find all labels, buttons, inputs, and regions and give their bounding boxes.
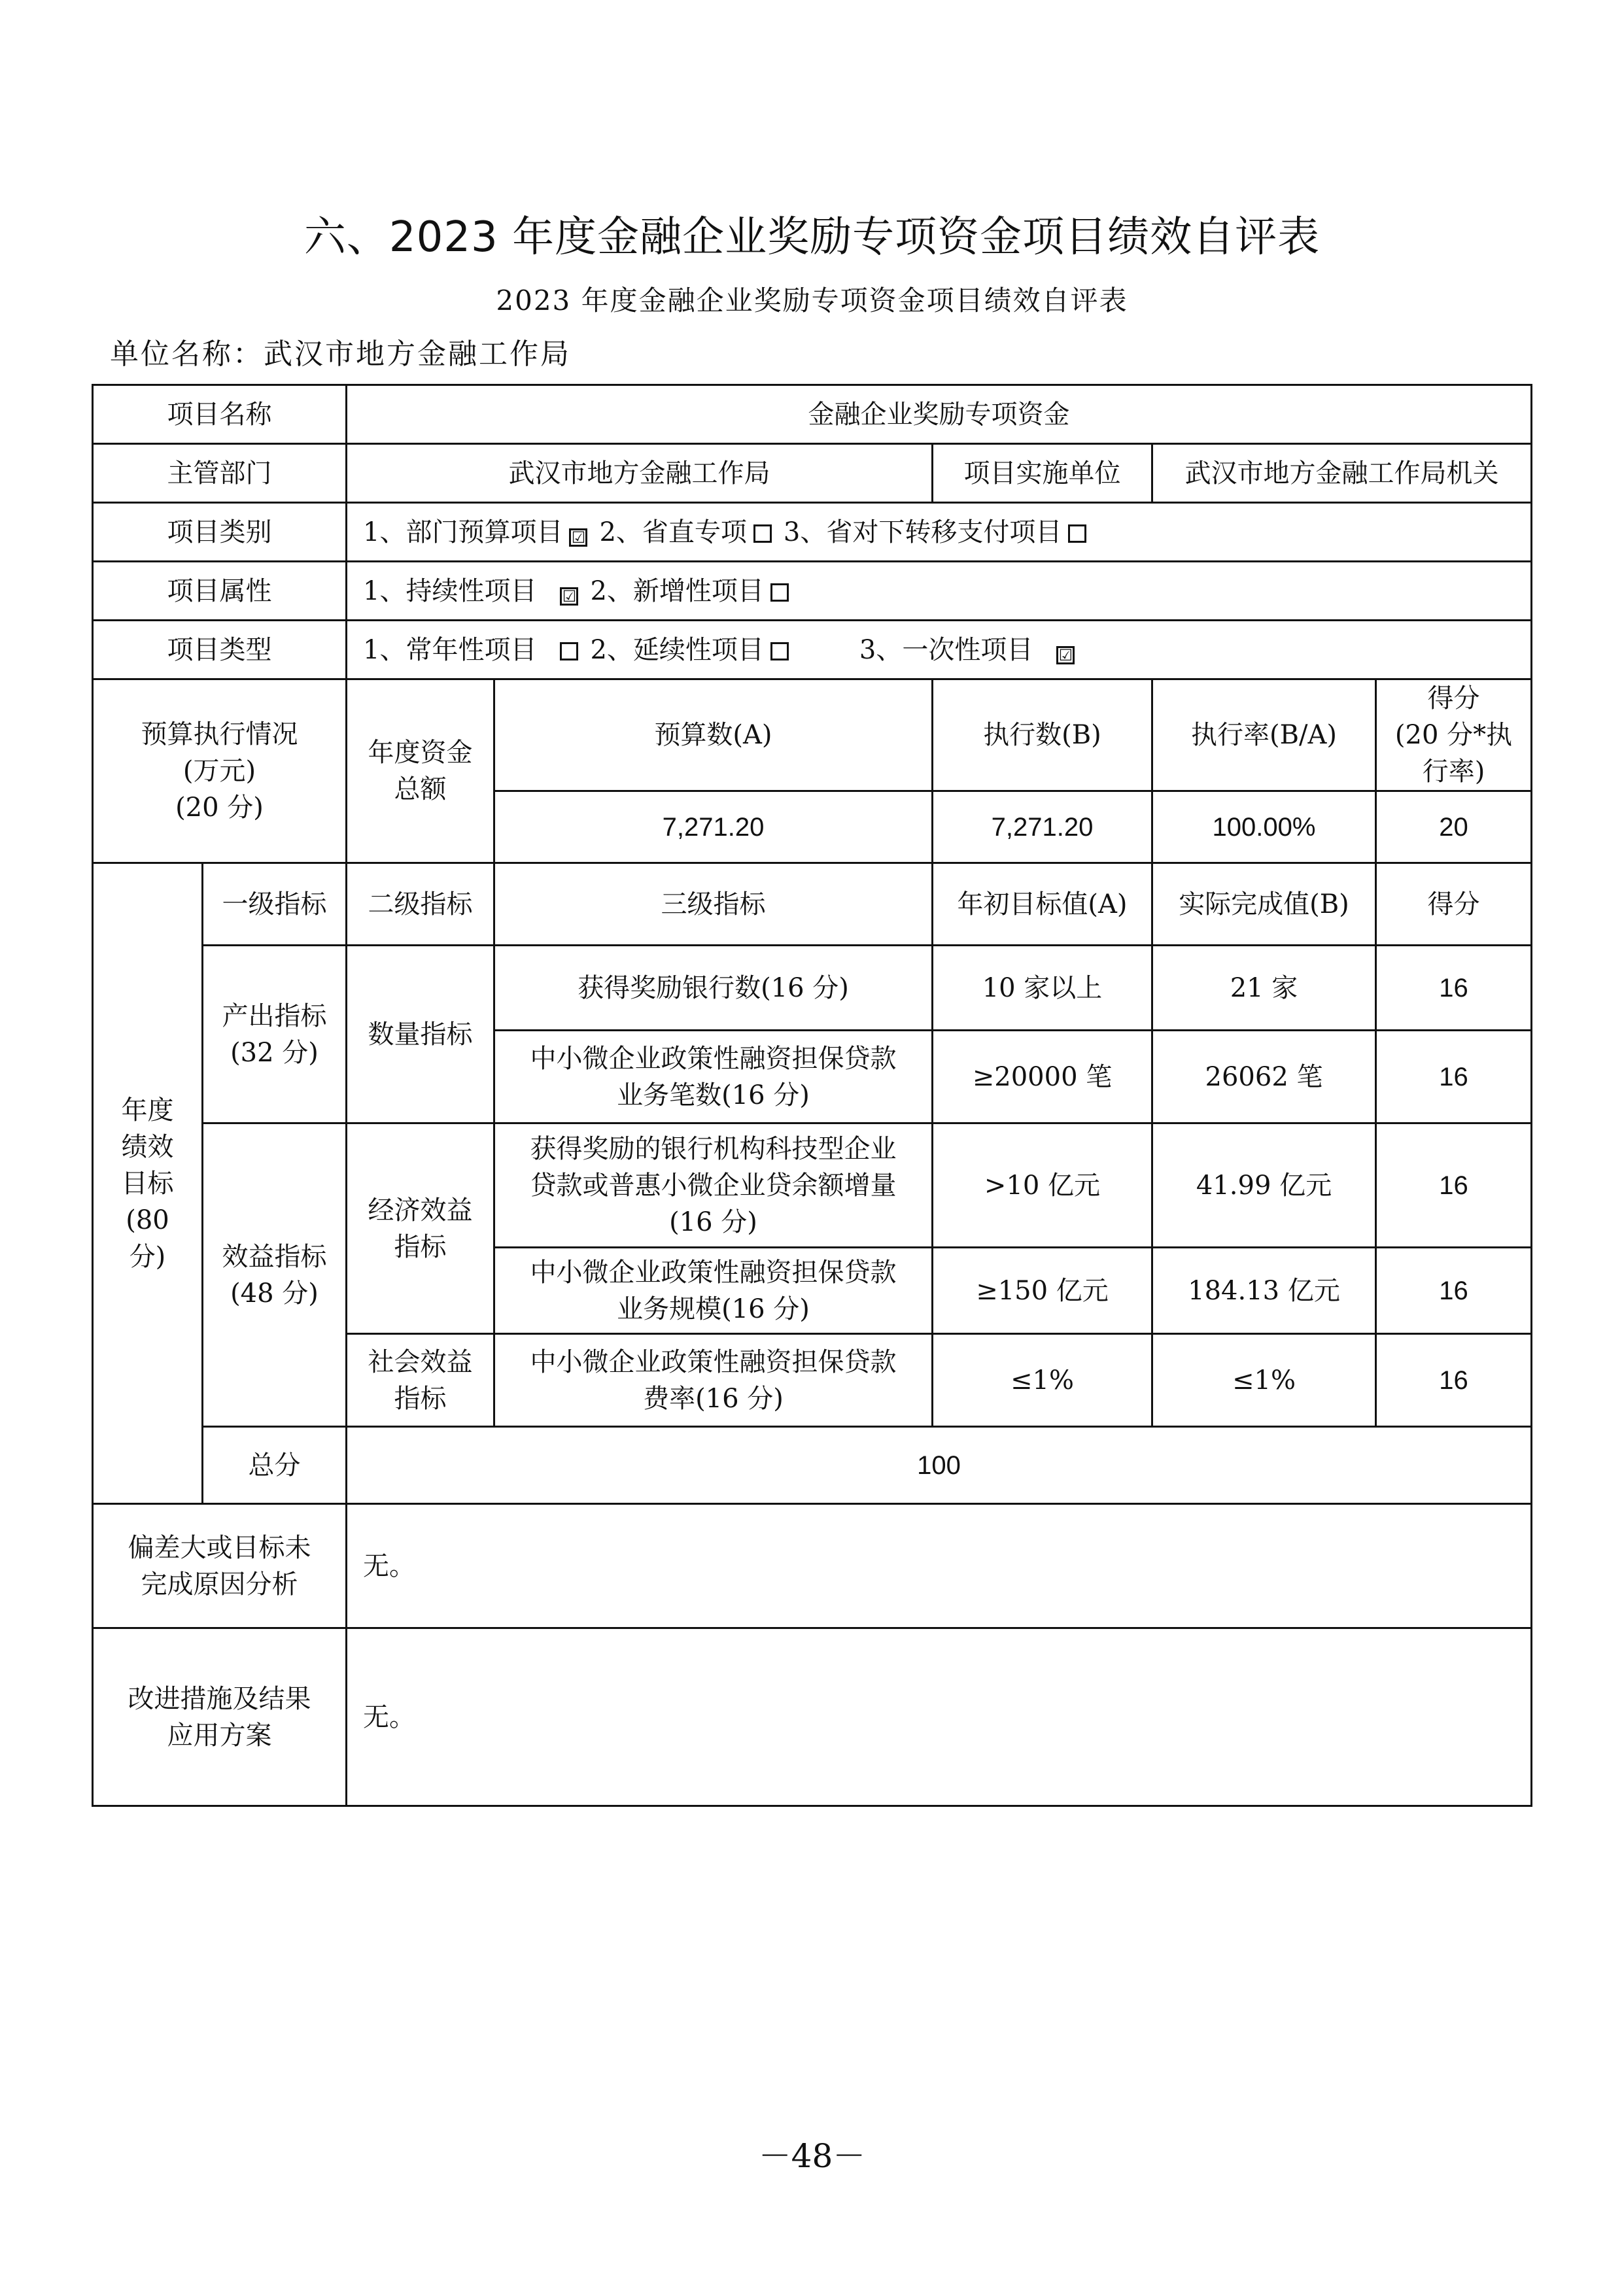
- row-total: [93, 1427, 1532, 1504]
- type-option-1: 1、常年性项目: [363, 634, 537, 665]
- dept-label: 主管部门: [93, 444, 347, 503]
- score-header: 得分: [1376, 863, 1532, 946]
- indicator-text: 获得奖励的银行机构科技型企业 贷款或普惠小微企业贷余额增量 (16 分): [494, 1123, 933, 1248]
- row-deviation: [93, 1504, 1532, 1628]
- row-dept: [93, 444, 1532, 503]
- row-category: [93, 503, 1532, 562]
- score-value: 16: [1376, 1123, 1532, 1248]
- target-value: ≥150 亿元: [933, 1248, 1152, 1334]
- exec-value: 7,271.20: [933, 791, 1152, 863]
- score-value: 16: [1376, 1334, 1532, 1427]
- quantity-indicator: 数量指标: [347, 946, 494, 1123]
- deviation-label: 偏差大或目标未 完成原因分析: [93, 1504, 347, 1628]
- impl-unit-label: 项目实施单位: [933, 444, 1152, 503]
- evaluation-table: [92, 384, 1532, 1807]
- score-value: 16: [1376, 946, 1532, 1031]
- category-option-1: 1、部门预算项目: [363, 517, 563, 547]
- type-option-3: 3、一次性项目: [859, 634, 1033, 665]
- page-title: 六、2023 年度金融企业奖励专项资金项目绩效自评表: [303, 213, 1321, 262]
- actual-value: 184.13 亿元: [1152, 1248, 1376, 1334]
- exec-col-header: 执行数(B): [933, 679, 1152, 791]
- target-value: >10 亿元: [933, 1123, 1152, 1248]
- type-options: [347, 621, 1532, 679]
- page-number: －48－: [758, 2137, 866, 2175]
- target-header: 年初目标值(A): [933, 863, 1152, 946]
- category-label: 项目类别: [93, 503, 347, 562]
- row-attribute: [93, 562, 1532, 621]
- indicator-text: 中小微企业政策性融资担保贷款 业务规模(16 分): [494, 1248, 933, 1334]
- category-options: [347, 503, 1532, 562]
- attribute-option-2: 2、新增性项目: [590, 575, 764, 606]
- target-value: ≤1%: [933, 1334, 1152, 1427]
- row-project-name: [93, 385, 1532, 444]
- total-value: 100: [347, 1427, 1532, 1504]
- table-row: [93, 946, 1532, 1031]
- target-value: 10 家以上: [933, 946, 1152, 1031]
- table-row: [93, 1123, 1532, 1248]
- actual-value: 26062 笔: [1152, 1031, 1376, 1123]
- attribute-label: 项目属性: [93, 562, 347, 621]
- checkbox-icon[interactable]: ☑: [1056, 646, 1075, 664]
- indicator-text: 中小微企业政策性融资担保贷款 费率(16 分): [494, 1334, 933, 1427]
- budget-score-value: 20: [1376, 791, 1532, 863]
- level3-header: 三级指标: [494, 863, 933, 946]
- indicator-text: 获得奖励银行数(16 分): [494, 946, 933, 1031]
- type-label: 项目类型: [93, 621, 347, 679]
- social-indicator: 社会效益 指标: [347, 1334, 494, 1427]
- level1-header: 一级指标: [203, 863, 347, 946]
- total-label: 总分: [203, 1427, 347, 1504]
- row-improvement: [93, 1628, 1532, 1806]
- actual-value: 21 家: [1152, 946, 1376, 1031]
- dept-value: 武汉市地方金融工作局: [347, 444, 933, 503]
- level2-header: 二级指标: [347, 863, 494, 946]
- checkbox-icon[interactable]: ☑: [569, 528, 587, 547]
- attribute-option-1: 1、持续性项目: [363, 575, 537, 606]
- indicator-text: 中小微企业政策性融资担保贷款 业务笔数(16 分): [494, 1031, 933, 1123]
- actual-header: 实际完成值(B): [1152, 863, 1376, 946]
- annual-total-label: 年度资金 总额: [347, 679, 494, 863]
- output-indicator: 产出指标 (32 分): [203, 946, 347, 1123]
- improvement-label: 改进措施及结果 应用方案: [93, 1628, 347, 1806]
- annual-performance-label: 年度 绩效 目标 (80 分): [93, 863, 203, 1504]
- budget-col-header: 预算数(A): [494, 679, 933, 791]
- budget-label: 预算执行情况 (万元) (20 分): [93, 679, 347, 863]
- impl-unit-value: 武汉市地方金融工作局机关: [1152, 444, 1532, 503]
- checkbox-icon[interactable]: [753, 524, 772, 543]
- improvement-value: 无。: [347, 1628, 1532, 1806]
- score-col-header: 得分 (20 分*执行率): [1376, 679, 1532, 791]
- checkbox-icon[interactable]: [770, 642, 789, 660]
- actual-value: 41.99 亿元: [1152, 1123, 1376, 1248]
- checkbox-icon[interactable]: [560, 642, 578, 660]
- row-perf-header: [93, 863, 1532, 946]
- rate-value: 100.00%: [1152, 791, 1376, 863]
- table-title: 2023 年度金融企业奖励专项资金项目绩效自评表: [496, 284, 1128, 317]
- row-budget-header: [93, 679, 1532, 791]
- economic-indicator: 经济效益 指标: [347, 1123, 494, 1334]
- checkbox-icon[interactable]: [770, 583, 789, 602]
- deviation-value: 无。: [347, 1504, 1532, 1628]
- benefit-indicator: 效益指标 (48 分): [203, 1123, 347, 1427]
- budget-value: 7,271.20: [494, 791, 933, 863]
- rate-col-header: 执行率(B/A): [1152, 679, 1376, 791]
- actual-value: ≤1%: [1152, 1334, 1376, 1427]
- row-type: [93, 621, 1532, 679]
- attribute-options: [347, 562, 1532, 621]
- unit-name: 单位名称：武汉市地方金融工作局: [110, 337, 571, 371]
- score-value: 16: [1376, 1248, 1532, 1334]
- type-option-2: 2、延续性项目: [590, 634, 764, 665]
- target-value: ≥20000 笔: [933, 1031, 1152, 1123]
- category-option-3: 3、省对下转移支付项目: [783, 517, 1062, 547]
- score-value: 16: [1376, 1031, 1532, 1123]
- project-name-label: 项目名称: [93, 385, 347, 444]
- category-option-2: 2、省直专项: [599, 517, 747, 547]
- checkbox-icon[interactable]: [1068, 524, 1086, 543]
- project-name-value: 金融企业奖励专项资金: [347, 385, 1532, 444]
- checkbox-icon[interactable]: ☑: [560, 587, 578, 606]
